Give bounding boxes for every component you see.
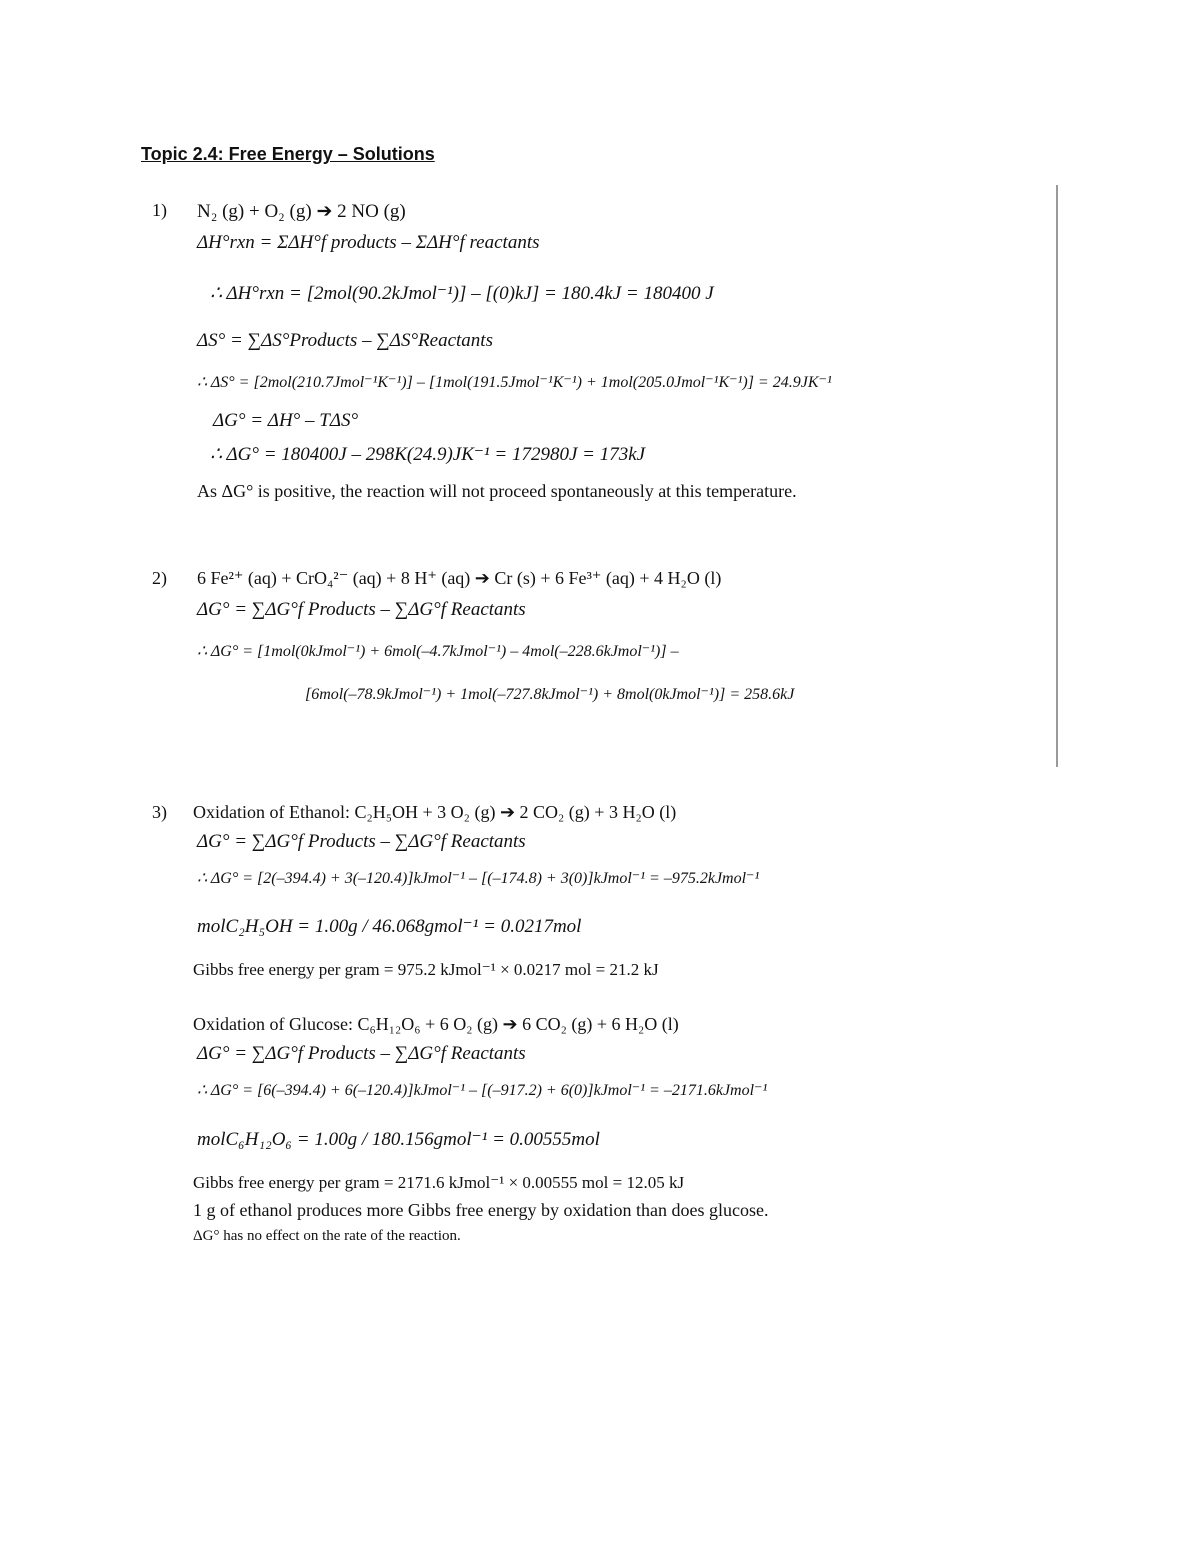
q1-enthalpy-formula: ΔH°rxn = ΣΔH°f products – ΣΔH°f reactants [197,232,540,253]
q3-ethanol-moles: molC₂H₅OH = 1.00g / 46.068gmol⁻¹ = 0.0217mol [197,916,582,937]
q3-ethanol-gibbs-calc: ∴ ΔG° = [2(–394.4) + 3(–120.4)]kJmol⁻¹ – [(–174.8) + 3(0)]kJmol⁻¹ = –975.2kJmol⁻¹ [197,870,760,887]
question-3-number: 3) [152,802,167,822]
q1-enthalpy-calc: ∴ ΔH°rxn = [2mol(90.2kJmol⁻¹)] – [(0)kJ] = 180.4kJ = 180400 J [210,283,714,304]
question-2-number: 2) [152,568,167,588]
q3-ethanol-gibbs-formula: ΔG° = ∑ΔG°f Products – ∑ΔG°f Reactants [197,831,526,852]
q2-gibbs-formula: ΔG° = ∑ΔG°f Products – ∑ΔG°f Reactants [197,599,526,620]
q1-conclusion: As ΔG° is positive, the reaction will not proceed spontaneously at this temperature. [197,481,797,501]
q1-entropy-calc: ∴ ΔS° = [2mol(210.7Jmol⁻¹K⁻¹)] – [1mol(191.5Jmol⁻¹K⁻¹) + 1mol(205.0Jmol⁻¹K⁻¹)] = 24.9JK⁻¹ [197,374,832,391]
q3-glucose-gibbs-calc: ∴ ΔG° = [6(–394.4) + 6(–120.4)]kJmol⁻¹ – [(–917.2) + 6(0)]kJmol⁻¹ = –2171.6kJmol⁻¹ [197,1082,768,1099]
q3-glucose-per-gram: Gibbs free energy per gram = 2171.6 kJmol⁻¹ × 0.00555 mol = 12.05 kJ [193,1173,685,1192]
page-title: Topic 2.4: Free Energy – Solutions [141,144,435,164]
margin-rule [1056,185,1058,767]
q1-equation: N₂ (g) + O₂ (g) ➔ 2 NO (g) [197,201,406,222]
q2-equation: 6 Fe²⁺ (aq) + CrO₄²⁻ (aq) + 8 H⁺ (aq) ➔ Cr (s) + 6 Fe³⁺ (aq) + 4 H₂O (l) [197,568,722,588]
q3-ethanol-equation: Oxidation of Ethanol: C₂H₅OH + 3 O₂ (g) ➔ 2 CO₂ (g) + 3 H₂O (l) [193,802,677,822]
q2-gibbs-calc-1: ∴ ΔG° = [1mol(0kJmol⁻¹) + 6mol(–4.7kJmol⁻¹) – 4mol(–228.6kJmol⁻¹)] – [197,643,679,660]
q3-glucose-equation: Oxidation of Glucose: C₆H₁₂O₆ + 6 O₂ (g) ➔ 6 CO₂ (g) + 6 H₂O (l) [193,1014,679,1034]
q3-glucose-moles: molC₆H₁₂O₆ = 1.00g / 180.156gmol⁻¹ = 0.00555mol [197,1129,600,1150]
q3-glucose-gibbs-formula: ΔG° = ∑ΔG°f Products – ∑ΔG°f Reactants [197,1043,526,1064]
q1-entropy-formula: ΔS° = ∑ΔS°Products – ∑ΔS°Reactants [197,330,493,351]
q1-gibbs-formula: ΔG° = ΔH° – TΔS° [213,410,359,431]
q3-rate-note: ΔG° has no effect on the rate of the reaction. [193,1228,461,1244]
q3-ethanol-per-gram: Gibbs free energy per gram = 975.2 kJmol⁻¹ × 0.0217 mol = 21.2 kJ [193,960,659,979]
q3-comparison: 1 g of ethanol produces more Gibbs free energy by oxidation than does glucose. [193,1200,769,1220]
q2-gibbs-calc-2: [6mol(–78.9kJmol⁻¹) + 1mol(–727.8kJmol⁻¹) + 8mol(0kJmol⁻¹)] = 258.6kJ [305,686,795,703]
question-1-number: 1) [152,200,167,220]
q1-gibbs-calc: ∴ ΔG° = 180400J – 298K(24.9)JK⁻¹ = 172980J = 173kJ [210,444,646,465]
